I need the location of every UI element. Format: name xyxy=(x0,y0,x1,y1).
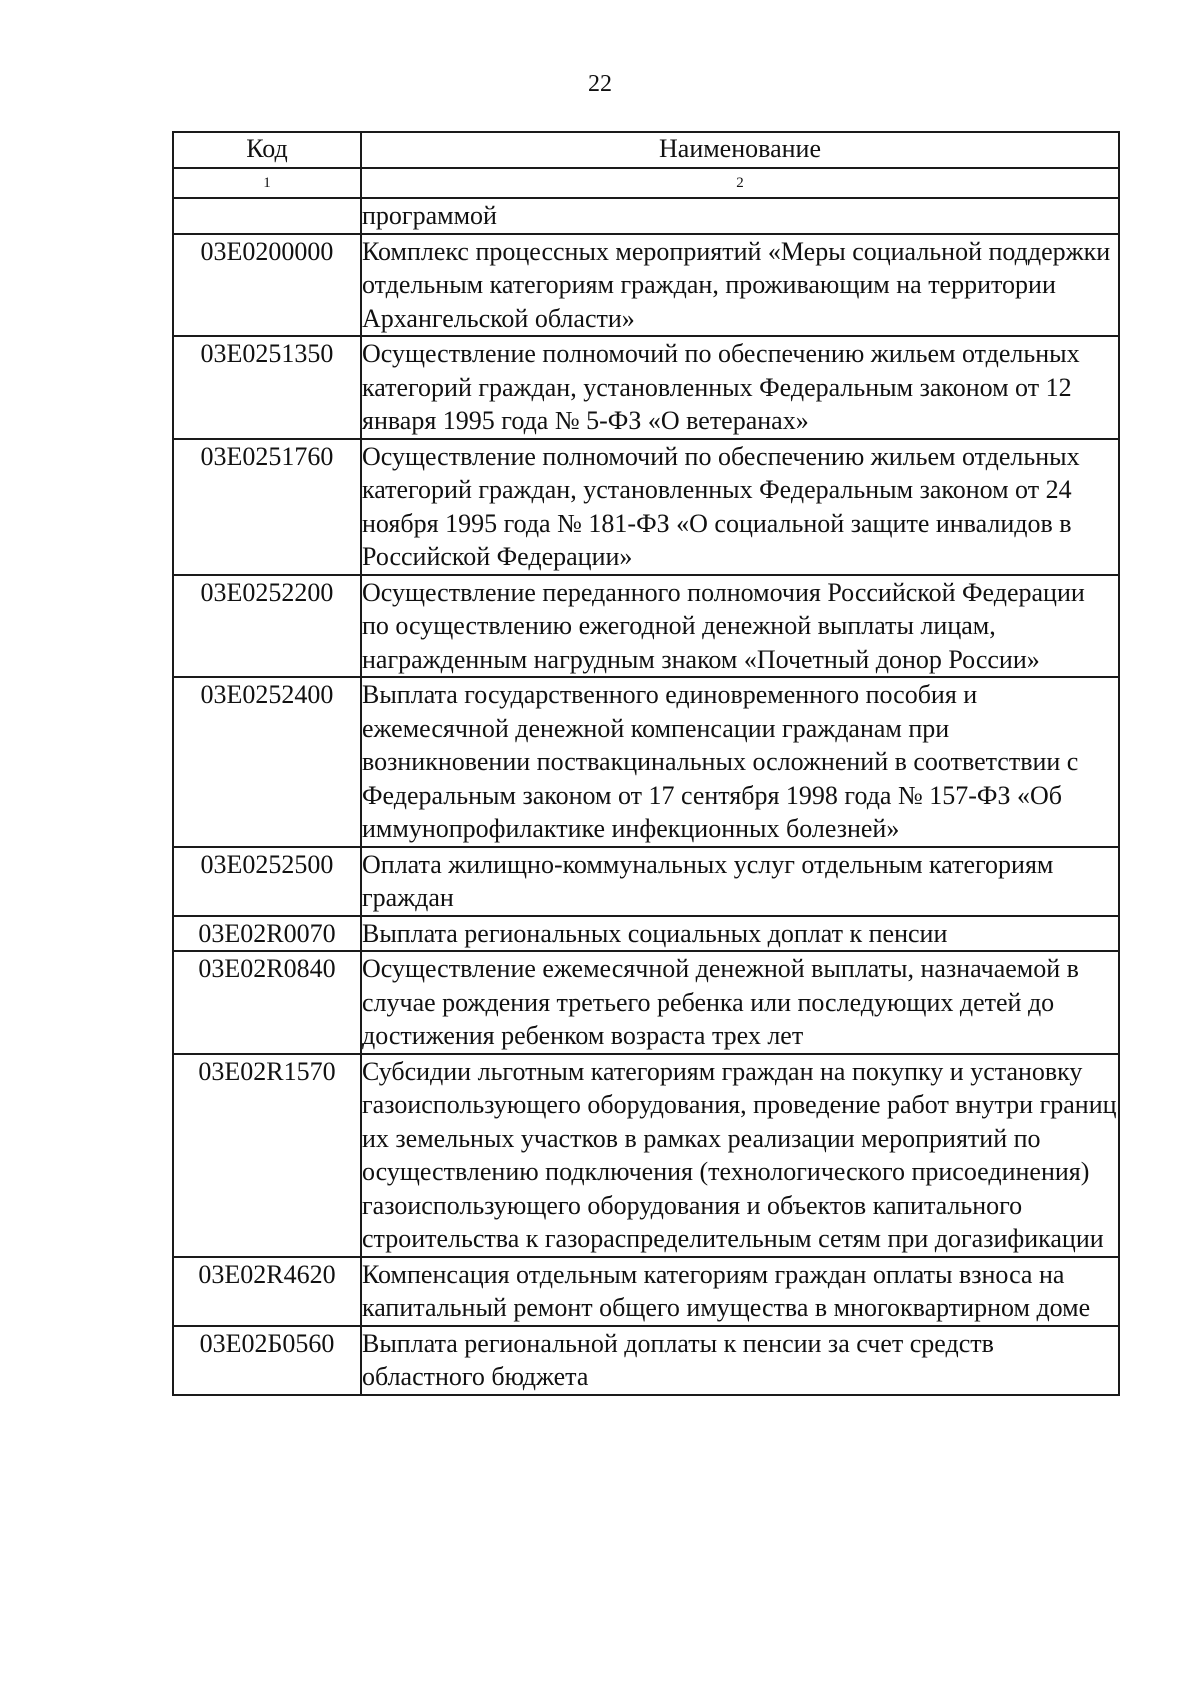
codes-table xyxy=(172,131,1120,1396)
row-code: 03Е0252400 xyxy=(173,677,361,847)
table-row xyxy=(173,439,1119,575)
row-name: Выплата государственного единовременного пособия и ежемесячной денежной компенсации гражданам при возникновении поствакцинальных осложнений в соответствии с Федеральным законом от 17 сентября 1998 года № 157-ФЗ «Об иммунопрофилактике инфекционных болезней» xyxy=(361,677,1119,847)
table-row xyxy=(173,1054,1119,1257)
row-name: Выплата региональных социальных доплат к пенсии xyxy=(361,916,1119,952)
row-code: 03Е02R1570 xyxy=(173,1054,361,1257)
table-row xyxy=(173,916,1119,952)
row-name: Осуществление ежемесячной денежной выплаты, назначаемой в случае рождения третьего ребенка или последующих детей до достижения ребенком возраста трех лет xyxy=(361,951,1119,1054)
table-row xyxy=(173,198,1119,234)
table-row xyxy=(173,575,1119,678)
row-code: 03Е0251760 xyxy=(173,439,361,575)
row-code: 03Е0251350 xyxy=(173,336,361,439)
row-code: 03Е0200000 xyxy=(173,234,361,337)
row-name: Осуществление полномочий по обеспечению жильем отдельных категорий граждан, установленных Федеральным законом от 12 января 1995 года № 5-ФЗ «О ветеранах» xyxy=(361,336,1119,439)
table-row xyxy=(173,234,1119,337)
row-name: Компенсация отдельным категориям граждан оплаты взноса на капитальный ремонт общего имущества в многоквартирном доме xyxy=(361,1257,1119,1326)
table-row xyxy=(173,847,1119,916)
header-code: Код xyxy=(173,132,361,168)
column-number-1: 1 xyxy=(173,168,361,198)
row-name: Оплата жилищно-коммунальных услуг отдельным категориям граждан xyxy=(361,847,1119,916)
table-row xyxy=(173,1257,1119,1326)
row-name: Комплекс процессных мероприятий «Меры социальной поддержки отдельным категориям граждан, проживающим на территории Архангельской области» xyxy=(361,234,1119,337)
row-code xyxy=(173,198,361,234)
column-number-row xyxy=(173,168,1119,198)
row-code: 03Е02R0840 xyxy=(173,951,361,1054)
page-number: 22 xyxy=(588,71,612,97)
header-row xyxy=(173,132,1119,168)
table-row xyxy=(173,336,1119,439)
row-name: Осуществление полномочий по обеспечению жильем отдельных категорий граждан, установленных Федеральным законом от 24 ноября 1995 года № 181-ФЗ «О социальной защите инвалидов в Российской Федерации» xyxy=(361,439,1119,575)
column-number-2: 2 xyxy=(361,168,1119,198)
row-name: Осуществление переданного полномочия Российской Федерации по осуществлению ежегодной денежной выплаты лицам, награжденным нагрудным знаком «Почетный донор России» xyxy=(361,575,1119,678)
row-name: Субсидии льготным категориям граждан на покупку и установку газоиспользующего оборудования, проведение работ внутри границ их земельных участков в рамках реализации мероприятий по осуществлению подключения (технологического присоединения) газоиспользующего оборудования и объектов капитального строительства к газораспределительным сетям при догазификации xyxy=(361,1054,1119,1257)
table-row xyxy=(173,677,1119,847)
row-name: программой xyxy=(361,198,1119,234)
row-code: 03Е02R4620 xyxy=(173,1257,361,1326)
table-row xyxy=(173,1326,1119,1395)
row-name: Выплата региональной доплаты к пенсии за счет средств областного бюджета xyxy=(361,1326,1119,1395)
row-code: 03Е02Б0560 xyxy=(173,1326,361,1395)
row-code: 03Е0252500 xyxy=(173,847,361,916)
header-name: Наименование xyxy=(361,132,1119,168)
row-code: 03Е0252200 xyxy=(173,575,361,678)
row-code: 03Е02R0070 xyxy=(173,916,361,952)
table-row xyxy=(173,951,1119,1054)
